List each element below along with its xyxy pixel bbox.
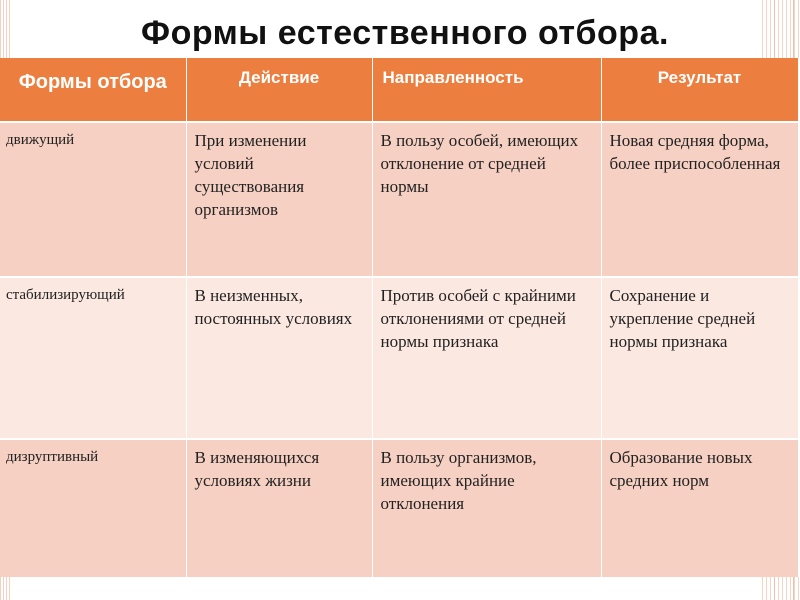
- cell-form: дизруптивный: [0, 439, 186, 577]
- table-row: [0, 277, 798, 439]
- cell-result: Сохранение и укрепление средней нормы признака: [601, 277, 798, 439]
- cell-direction: В пользу особей, имеющих отклонение от средней нормы: [372, 122, 601, 277]
- cell-direction: Против особей с крайними отклонениями от средней нормы признака: [372, 277, 601, 439]
- slide-title: Формы естественного отбора.: [141, 14, 669, 52]
- cell-direction: В пользу организмов, имеющих крайние отклонения: [372, 439, 601, 577]
- header-forms: Формы отбора: [0, 58, 186, 122]
- cell-form: стабилизирующий: [0, 277, 186, 439]
- header-result: Результат: [601, 58, 798, 122]
- table-row: [0, 439, 798, 577]
- header-action: Действие: [186, 58, 372, 122]
- selection-forms-table: [0, 58, 799, 577]
- cell-result: Образование новых средних норм: [601, 439, 798, 577]
- cell-action: В неизменных, постоянных условиях: [186, 277, 372, 439]
- cell-action: При изменении условий существования организмов: [186, 122, 372, 277]
- table-row: [0, 122, 798, 277]
- header-direction: Направленность: [372, 58, 601, 122]
- cell-result: Новая средняя форма, более приспособленная: [601, 122, 798, 277]
- table-header-row: [0, 58, 798, 122]
- cell-form: движущий: [0, 122, 186, 277]
- cell-action: В изменяющихся условиях жизни: [186, 439, 372, 577]
